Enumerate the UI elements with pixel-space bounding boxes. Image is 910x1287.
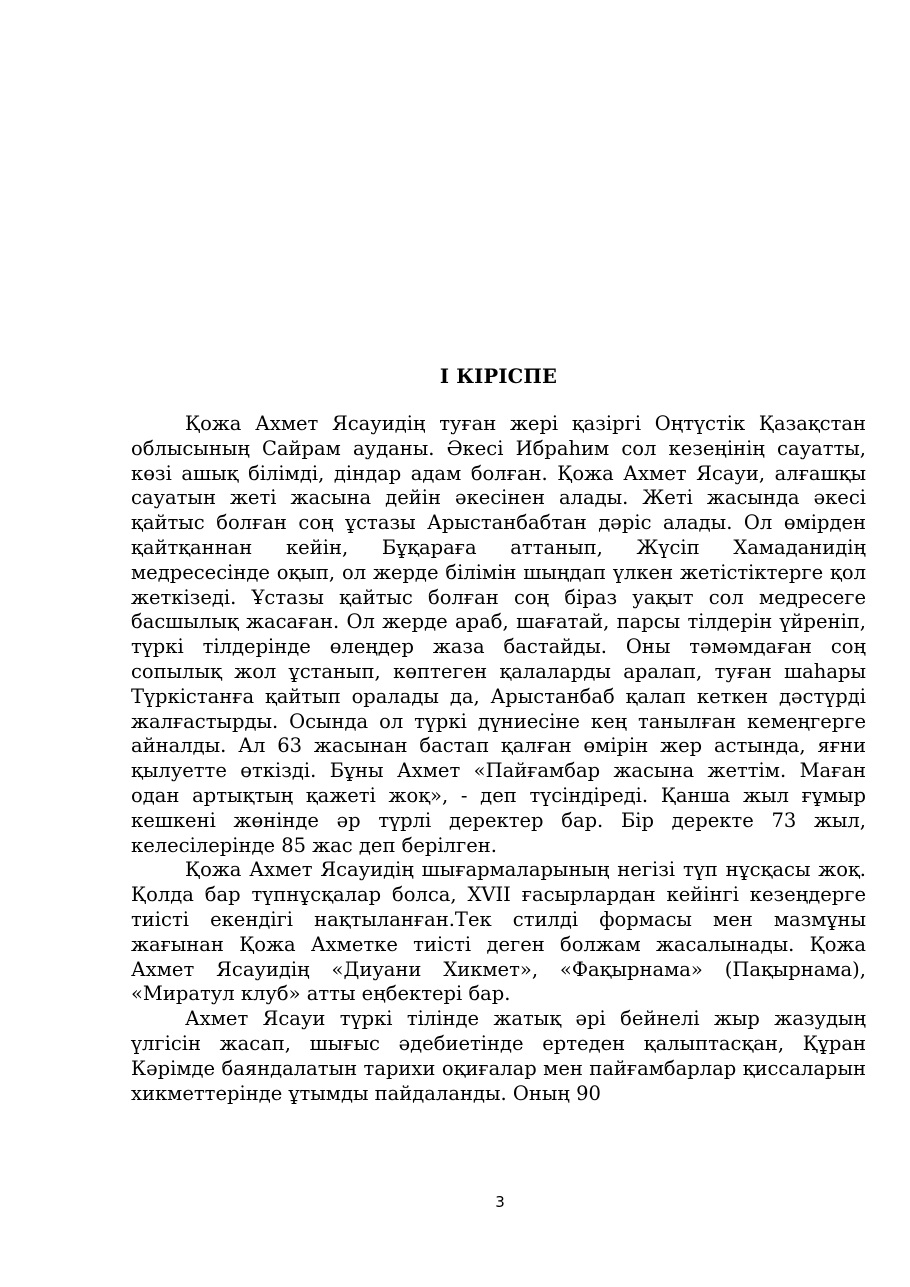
body-text <box>131 412 866 1106</box>
paragraph-1: Қожа Ахмет Ясауидің туған жері қазіргі Оңтүстік Қазақстан облысының Сайрам ауданы. Әкесі Ибраһим сол кезеңінің сауатты, көзі ашық білімді, діндар адам болған. Қожа Ахмет Ясауи, алғашқы сауатын жеті жасына дейін әкесінен алады. Жеті жасында әкесі қайтыс болған соң ұстазы Арыстанбабтан дәріс алады. Ол өмірден қайтқаннан кейін, Бұқараға аттанып, Жүсіп Хамаданидің медресесінде оқып, ол жерде білімін шыңдап үлкен жетістіктерге қол жеткізеді. Ұстазы қайтыс болған соң біраз уақыт сол медресеге басшылық жасаған. Ол жерде араб, шағатай, парсы тілдерін үйреніп, түркі тілдерінде өлеңдер жаза бастайды. Оны тәмәмдаған соң сопылық жол ұстанып, көптеген қалаларды аралап, туған шаһары Түркістанға қайтып оралады да, Арыстанбаб қалап кеткен дәстүрді жалғастырды. Осында ол түркі дүниесіне кең танылған кемеңгерге айналды. Ал 63 жасынан бастап қалған өмірін жер астында, яғни қылуетте өткізді. Бұны Ахмет «Пайғамбар жасына жеттім. Маған одан артықтың қажеті жоқ», - деп түсіндіреді. Қанша жыл ғұмыр кешкені жөнінде әр түрлі деректер бар. Бір деректе 73 жыл, келесілерінде 85 жас деп берілген. <box>131 412 866 857</box>
paragraph-3: Ахмет Ясауи түркі тілінде жатық әрі бейнелі жыр жазудың үлгісін жасап, шығыс әдебиетінде ертеден қалыптасқан, Құран Кәрімде баяндалатын тарихи оқиғалар мен пайғамбарлар қиссаларын хикметтерінде ұтымды пайдаланды. Оның 90 <box>131 1007 866 1105</box>
section-heading: I КІРІСПЕ <box>439 365 558 388</box>
paragraph-2: Қожа Ахмет Ясауидің шығармаларының негізі түп нұсқасы жоқ. Қолда бар түпнұсқалар болса, XVII ғасырлардан кейінгі кезеңдерге тиісті екендігі нақтыланған.Тек стилді формасы мен мазмұны жағынан Қожа Ахметке тиісті деген болжам жасалынады. Қожа Ахмет Ясауидің «Диуани Хикмет», «Фақырнама» (Пақырнама), «Миратул клуб» атты еңбектері бар. <box>131 858 866 1006</box>
page-number: 3 <box>495 1193 505 1211</box>
